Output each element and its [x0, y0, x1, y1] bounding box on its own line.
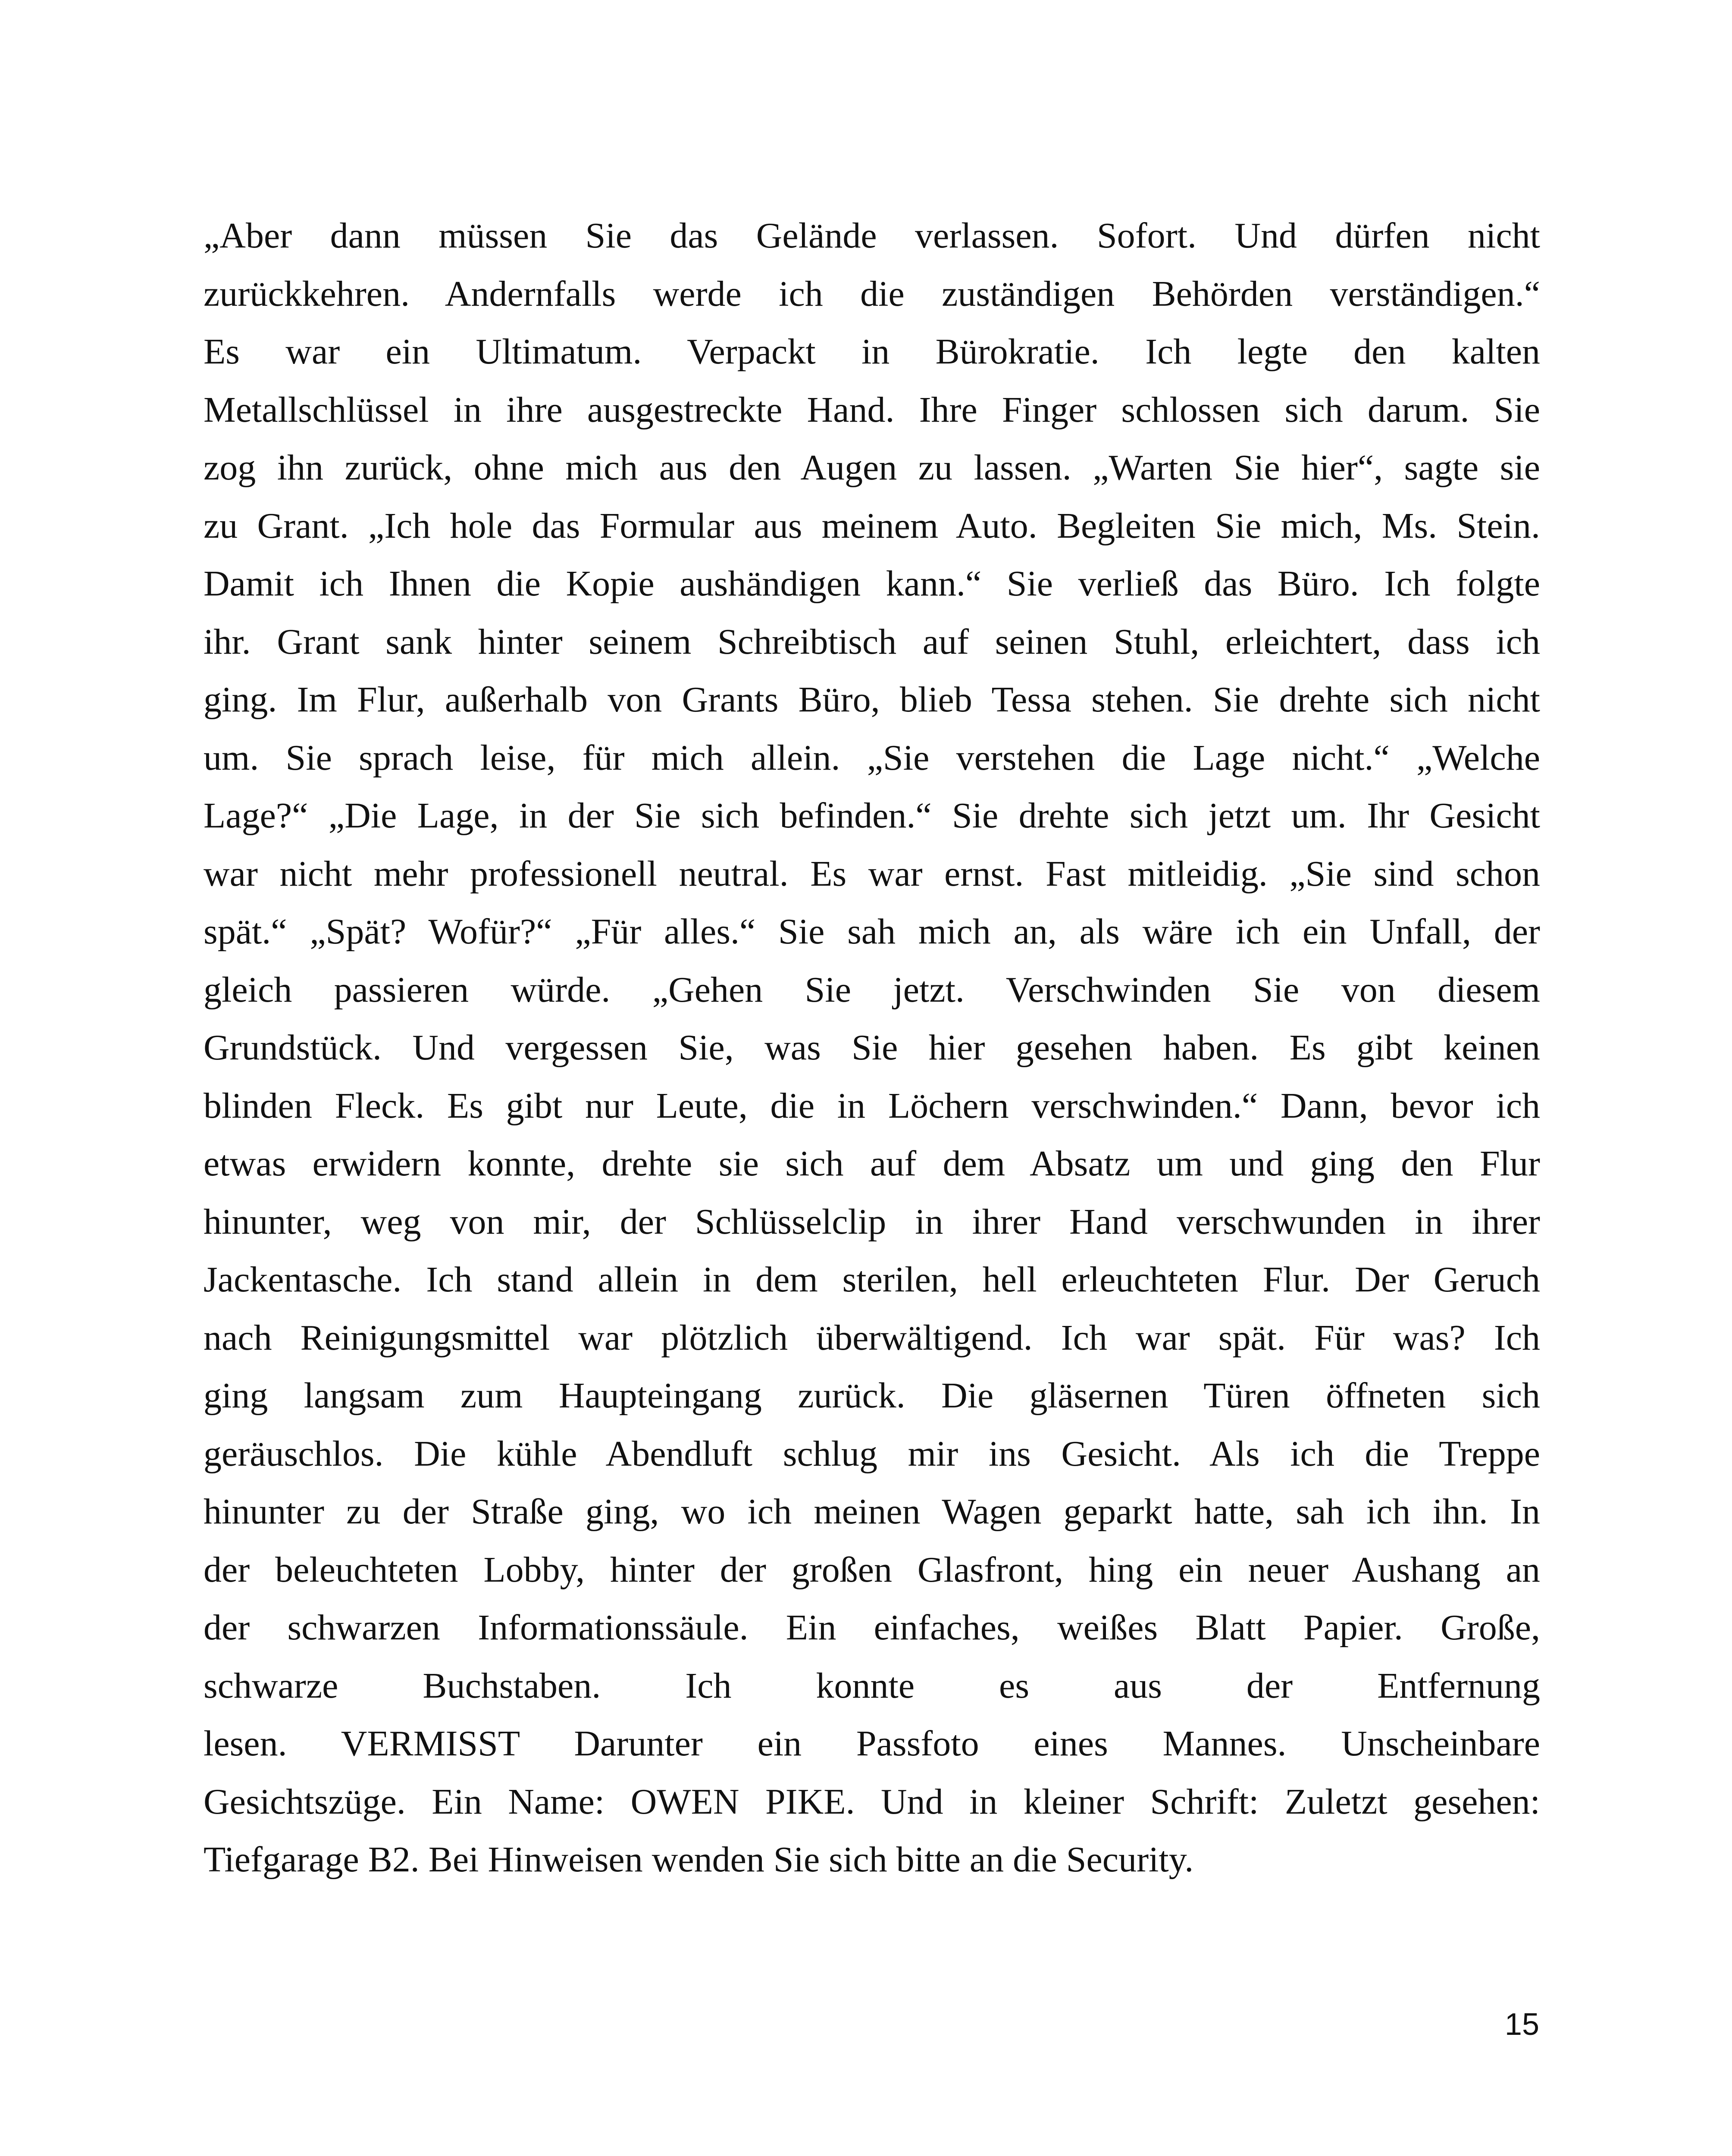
text-line: Damit ich Ihnen die Kopie aushändigen kann.“ Sie verließ das Büro. Ich folgte	[204, 564, 1540, 604]
text-line: spät.“ „Spät? Wofür?“ „Für alles.“ Sie sah mich an, als wäre ich ein Unfall, der	[204, 912, 1540, 952]
text-line: Lage?“ „Die Lage, in der Sie sich befinden.“ Sie drehte sich jetzt um. Ihr Gesicht	[204, 796, 1540, 836]
text-line: schwarze Buchstaben. Ich konnte es aus der Entfernung	[204, 1665, 1540, 1706]
text-line: hinunter zu der Straße ging, wo ich meinen Wagen geparkt hatte, sah ich ihn. In	[204, 1492, 1540, 1532]
text-line: hinunter, weg von mir, der Schlüsselclip in ihrer Hand verschwunden in ihrer	[204, 1201, 1540, 1242]
text-line-last: Tiefgarage B2. Bei Hinweisen wenden Sie sich bitte an die Security.	[204, 1839, 1194, 1880]
text-line: geräuschlos. Die kühle Abendluft schlug mir ins Gesicht. Als ich die Treppe	[204, 1433, 1540, 1474]
text-line: nach Reinigungsmittel war plötzlich überwältigend. Ich war spät. Für was? Ich	[204, 1317, 1540, 1358]
page-number: 15	[1504, 2007, 1539, 2042]
text-line: ging langsam zum Haupteingang zurück. Die gläsernen Türen öffneten sich	[204, 1376, 1540, 1416]
text-line: war nicht mehr professionell neutral. Es war ernst. Fast mitleidig. „Sie sind schon	[204, 853, 1540, 894]
text-line: ging. Im Flur, außerhalb von Grants Büro, blieb Tessa stehen. Sie drehte sich nicht	[204, 680, 1540, 720]
text-line: Es war ein Ultimatum. Verpackt in Bürokratie. Ich legte den kalten	[204, 332, 1540, 372]
text-line: Metallschlüssel in ihre ausgestreckte Hand. Ihre Finger schlossen sich darum. Sie	[204, 389, 1540, 430]
text-line: um. Sie sprach leise, für mich allein. „Sie verstehen die Lage nicht.“ „Welche	[204, 737, 1540, 778]
text-line: Jackentasche. Ich stand allein in dem sterilen, hell erleuchteten Flur. Der Geruch	[204, 1260, 1540, 1300]
text-line: zurückkehren. Andernfalls werde ich die zuständigen Behörden verständigen.“	[204, 273, 1540, 314]
text-line: etwas erwidern konnte, drehte sie sich auf dem Absatz um und ging den Flur	[204, 1144, 1540, 1184]
text-line: der beleuchteten Lobby, hinter der großen Glasfront, hing ein neuer Aushang an	[204, 1549, 1540, 1590]
text-line: Grundstück. Und vergessen Sie, was Sie hier gesehen haben. Es gibt keinen	[204, 1028, 1540, 1068]
text-line: ihr. Grant sank hinter seinem Schreibtisch auf seinen Stuhl, erleichtert, dass ich	[204, 621, 1540, 662]
body-text	[204, 207, 1540, 1953]
text-line: „Aber dann müssen Sie das Gelände verlassen. Sofort. Und dürfen nicht	[204, 216, 1540, 256]
text-line: Gesichtszüge. Ein Name: OWEN PIKE. Und in kleiner Schrift: Zuletzt gesehen:	[204, 1781, 1540, 1822]
text-line: der schwarzen Informationssäule. Ein einfaches, weißes Blatt Papier. Große,	[204, 1608, 1540, 1648]
text-line: lesen. VERMISST Darunter ein Passfoto eines Mannes. Unscheinbare	[204, 1724, 1540, 1764]
text-line: zu Grant. „Ich hole das Formular aus meinem Auto. Begleiten Sie mich, Ms. Stein.	[204, 505, 1540, 546]
text-line: blinden Fleck. Es gibt nur Leute, die in Löchern verschwinden.“ Dann, bevor ich	[204, 1085, 1540, 1126]
text-line: zog ihn zurück, ohne mich aus den Augen zu lassen. „Warten Sie hier“, sagte sie	[204, 448, 1540, 488]
text-line: gleich passieren würde. „Gehen Sie jetzt. Verschwinden Sie von diesem	[204, 969, 1540, 1010]
